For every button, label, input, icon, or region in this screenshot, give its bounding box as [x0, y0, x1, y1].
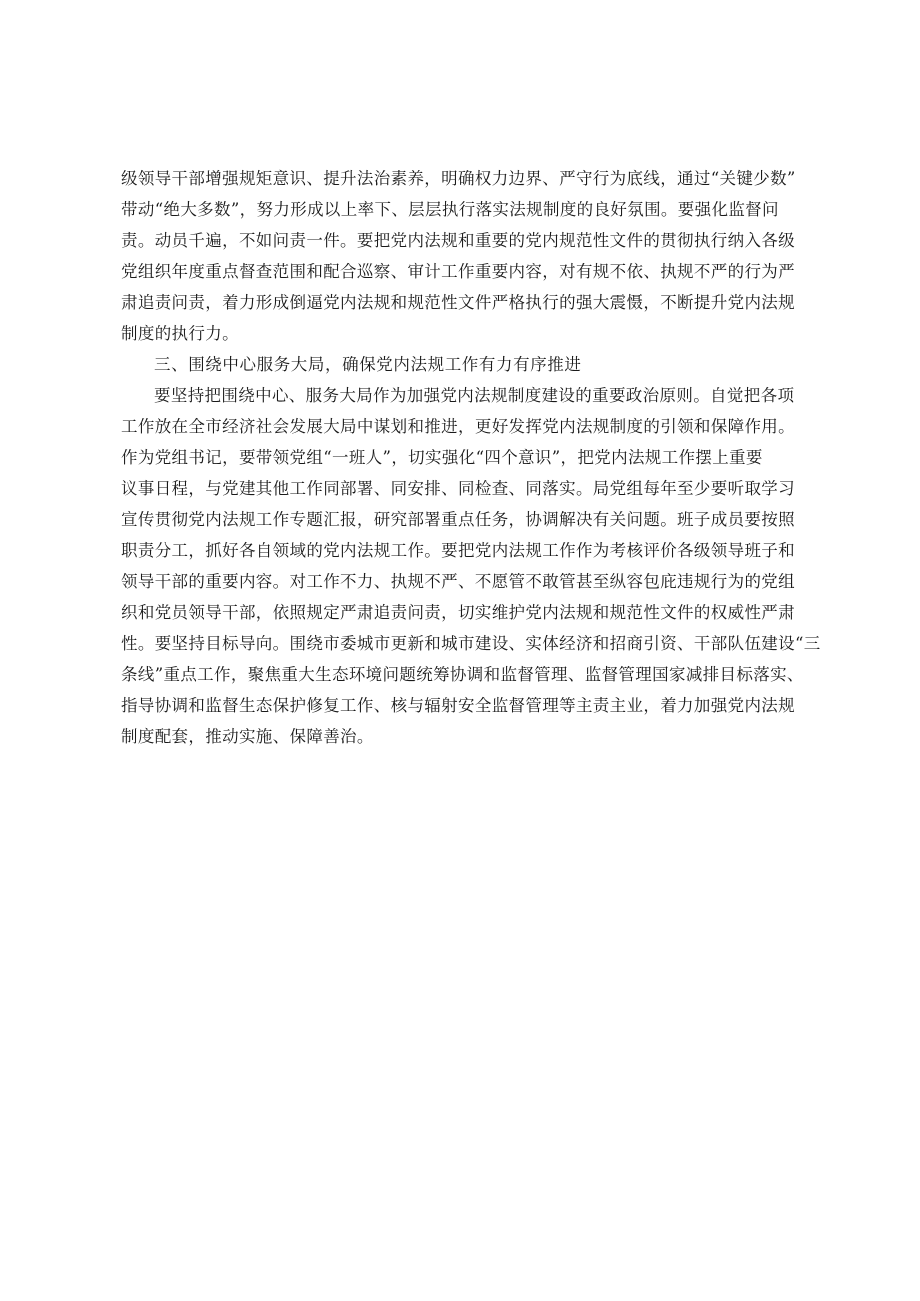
paragraph-line: 带动“绝大多数”，努力形成以上率下、层层执行落实法规制度的良好氛围。要强化监督问 [121, 200, 779, 219]
paragraph-line: 制度的执行力。 [121, 324, 239, 343]
paragraph-line: 职责分工，抓好各自领域的党内法规工作。要把党内法规工作作为考核评价各级领导班子和 [121, 541, 795, 560]
paragraph-line: 肃追责问责，着力形成倒逼党内法规和规范性文件严格执行的强大震慑，不断提升党内法规 [121, 293, 795, 312]
paragraph-line: 织和党员领导干部，依照规定严肃追责问责，切实维护党内法规和规范性文件的权威性严肃 [121, 603, 795, 622]
paragraph-line: 指导协调和监督生态保护修复工作、核与辐射安全监督管理等主责主业，着力加强党内法规 [121, 696, 795, 715]
paragraph-line: 党组织年度重点督查范围和配合巡察、审计工作重要内容，对有规不依、执规不严的行为严 [121, 262, 795, 281]
paragraph-line: 制度配套，推动实施、保障善治。 [121, 727, 374, 746]
paragraph-line: 作为党组书记，要带领党组“一班人”，切实强化“四个意识”，把党内法规工作摆上重要 [121, 448, 763, 467]
main-paragraph [121, 380, 821, 752]
paragraph-line: 性。要坚持目标导向。围绕市委城市更新和城市建设、实体经济和招商引资、干部队伍建设“三 [121, 634, 821, 653]
paragraph-line: 宣传贯彻党内法规工作专题汇报，研究部署重点任务，协调解决有关问题。班子成员要按照 [121, 510, 795, 529]
paragraph-line: 工作放在全市经济社会发展大局中谋划和推进，更好发挥党内法规制度的引领和保障作用。 [121, 417, 795, 436]
paragraph-line: 领导干部的重要内容。对工作不力、执规不严、不愿管不敢管甚至纵容包庇违规行为的党组 [121, 572, 795, 591]
paragraph-line: 要坚持把围绕中心、服务大局作为加强党内法规制度建设的重要政治原则。自觉把各项 [154, 386, 795, 405]
paragraph-line: 议事日程，与党建其他工作同部署、同安排、同检查、同落实。局党组每年至少要听取学习 [121, 479, 795, 498]
continued-paragraph [121, 163, 811, 349]
section-heading: 三、围绕中心服务大局，确保党内法规工作有力有序推进 [154, 355, 582, 374]
paragraph-line: 级领导干部增强规矩意识、提升法治素养，明确权力边界、严守行为底线，通过“关键少数” [121, 169, 796, 188]
paragraph-line: 责。动员千遍，不如问责一件。要把党内法规和重要的党内规范性文件的贯彻执行纳入各级 [121, 231, 795, 250]
paragraph-line: 条线”重点工作，聚焦重大生态环境问题统筹协调和监督管理、监督管理国家减排目标落实、 [121, 665, 804, 684]
document-body [121, 163, 821, 752]
